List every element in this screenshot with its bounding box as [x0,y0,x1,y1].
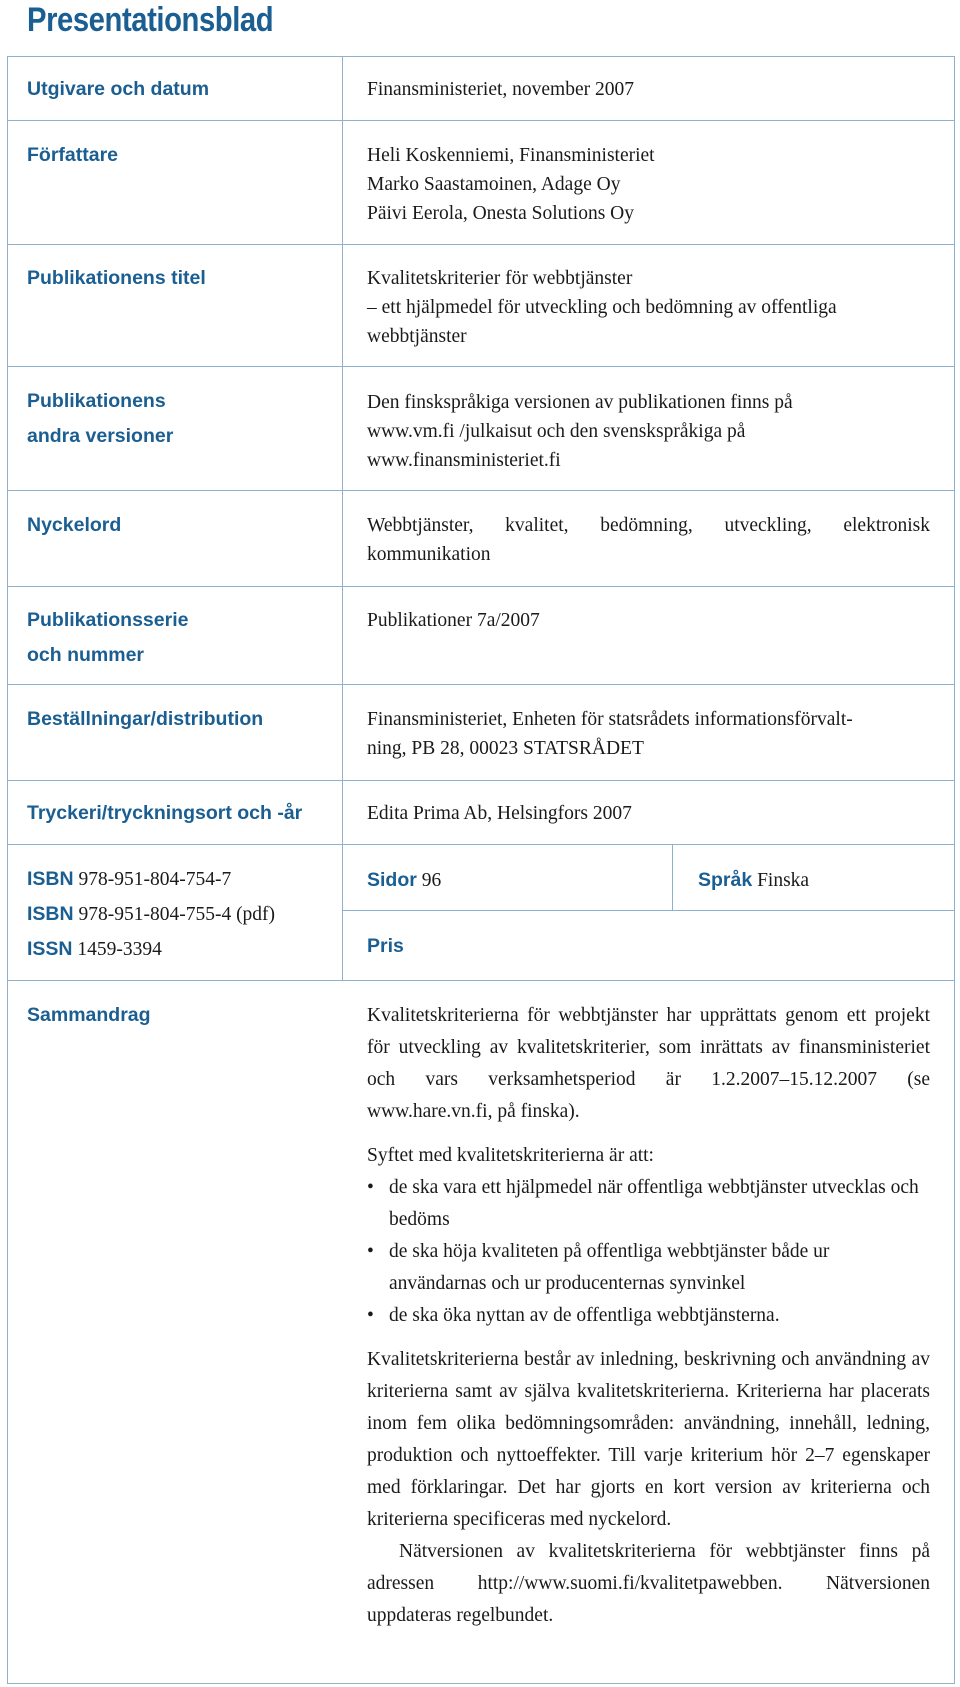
row-divider [7,684,955,685]
authors-value: Heli Koskenniemi, Finansministeriet Marko Saastamoinen, Adage Oy Päivi Eerola, Onesta Solutions Oy [367,145,655,224]
list-item-text: de ska höja kvaliteten på offentliga webbtjänster både ur användarnas och ur producenternas synvinkel [389,1241,830,1294]
pages-field [367,866,441,895]
row-divider [7,490,955,491]
row-divider [7,244,955,245]
printer-value: Edita Prima Ab, Helsingfors 2007 [367,803,632,824]
price-label: Pris [367,935,404,957]
list-item [367,1300,930,1332]
summary-bullet-list [367,1172,930,1332]
keywords-label: Nyckelord [27,514,122,536]
publisher-label: Utgivare och datum [27,78,210,100]
language-label: Språk [698,869,753,891]
row-divider [7,980,955,981]
isbn-print [27,862,231,897]
publication-title-label: Publikationens titel [27,267,206,289]
bullet-icon: • [367,1241,374,1262]
authors-label: Författare [27,144,119,166]
isbn-label: ISBN [27,868,74,890]
row-divider [342,910,955,911]
row-divider [7,120,955,121]
language-field [698,866,809,895]
issn-value: 1459-3394 [77,939,162,960]
price-field [367,932,404,961]
list-item-text: de ska öka nyttan av de offentliga webbtjänsterna. [389,1305,780,1326]
language-value: Finska [757,870,810,891]
row-divider [7,780,955,781]
summary-paragraph: Kvalitetskriterierna för webbtjänster har upprättats genom ett projekt för utveckling av kvalitetskriterier, som inrättats av finansministeriet och vars verksamhetsperiod är 1.2.2007–15.12.2007 (se www.hare.vn.fi, på finska). [367,1005,930,1122]
printer-label: Tryckeri/tryckningsort och -år [27,802,303,824]
column-divider [342,56,343,980]
issn [27,932,162,967]
column-divider [672,844,673,910]
summary-list-intro: Syftet med kvalitetskriterierna är att: [367,1145,654,1166]
summary-label: Sammandrag [27,1004,151,1026]
row-divider [7,586,955,587]
orders-value: Finansministeriet, Enheten för statsrådets informationsförvalt- ning, PB 28, 00023 STATSRÅDET [367,709,853,759]
pages-label: Sidor [367,869,417,891]
series-label: Publikationsserie och nummer [27,609,189,666]
publication-title-value: Kvalitetskriterier för webbtjänster – ett hjälpmedel för utveckling och bedömning av offentliga webbtjänster [367,268,837,347]
list-item-text: de ska vara ett hjälpmedel när offentliga webbtjänster utvecklas och bedöms [389,1177,919,1230]
other-versions-value: Den finskspråkiga versionen av publikationen finns på www.vm.fi /julkaisut och den svenskspråkiga på www.finansministeriet.fi [367,392,793,471]
other-versions-label: Publikationens andra versioner [27,390,174,447]
page-title: Presentationsblad [27,1,274,39]
summary-paragraph: Kvalitetskriterierna består av inledning, beskrivning och användning av kriterierna samt av själva kvalitetskriterierna. Kriterierna har placerats inom fem olika bedömningsområden: användning, innehåll, ledning, produktion och nyttoeffekter. Till varje kriterium hör 2–7 egenskaper med förklaringar. Det har gjorts en kort version av kriterierna och kriterierna specificeras med nyckelord. [367,1349,930,1530]
list-item [367,1236,930,1300]
pages-value: 96 [421,870,442,891]
keywords-value: Webbtjänster, kvalitet, bedömning, utveckling, elektronisk kommunikation [367,515,930,565]
isbn-pdf [27,897,275,932]
series-value: Publikationer 7a/2007 [367,610,540,631]
publisher-value: Finansministeriet, november 2007 [367,79,635,100]
list-item [367,1172,930,1236]
bullet-icon: • [367,1305,374,1326]
issn-label: ISSN [27,938,73,960]
row-divider [7,844,955,845]
summary-body [367,1000,930,1632]
isbn-label: ISBN [27,903,74,925]
orders-label: Beställningar/distribution [27,708,264,730]
row-divider [7,366,955,367]
isbn-value: 978-951-804-755-4 (pdf) [78,904,276,925]
isbn-value: 978-951-804-754-7 [78,869,232,890]
summary-paragraph: Nätversionen av kvalitetskriterierna för webbtjänster finns på adressen http://www.suomi.fi/kvalitetpawebben. Nätversionen uppdateras regelbundet. [367,1541,930,1626]
bullet-icon: • [367,1177,374,1198]
